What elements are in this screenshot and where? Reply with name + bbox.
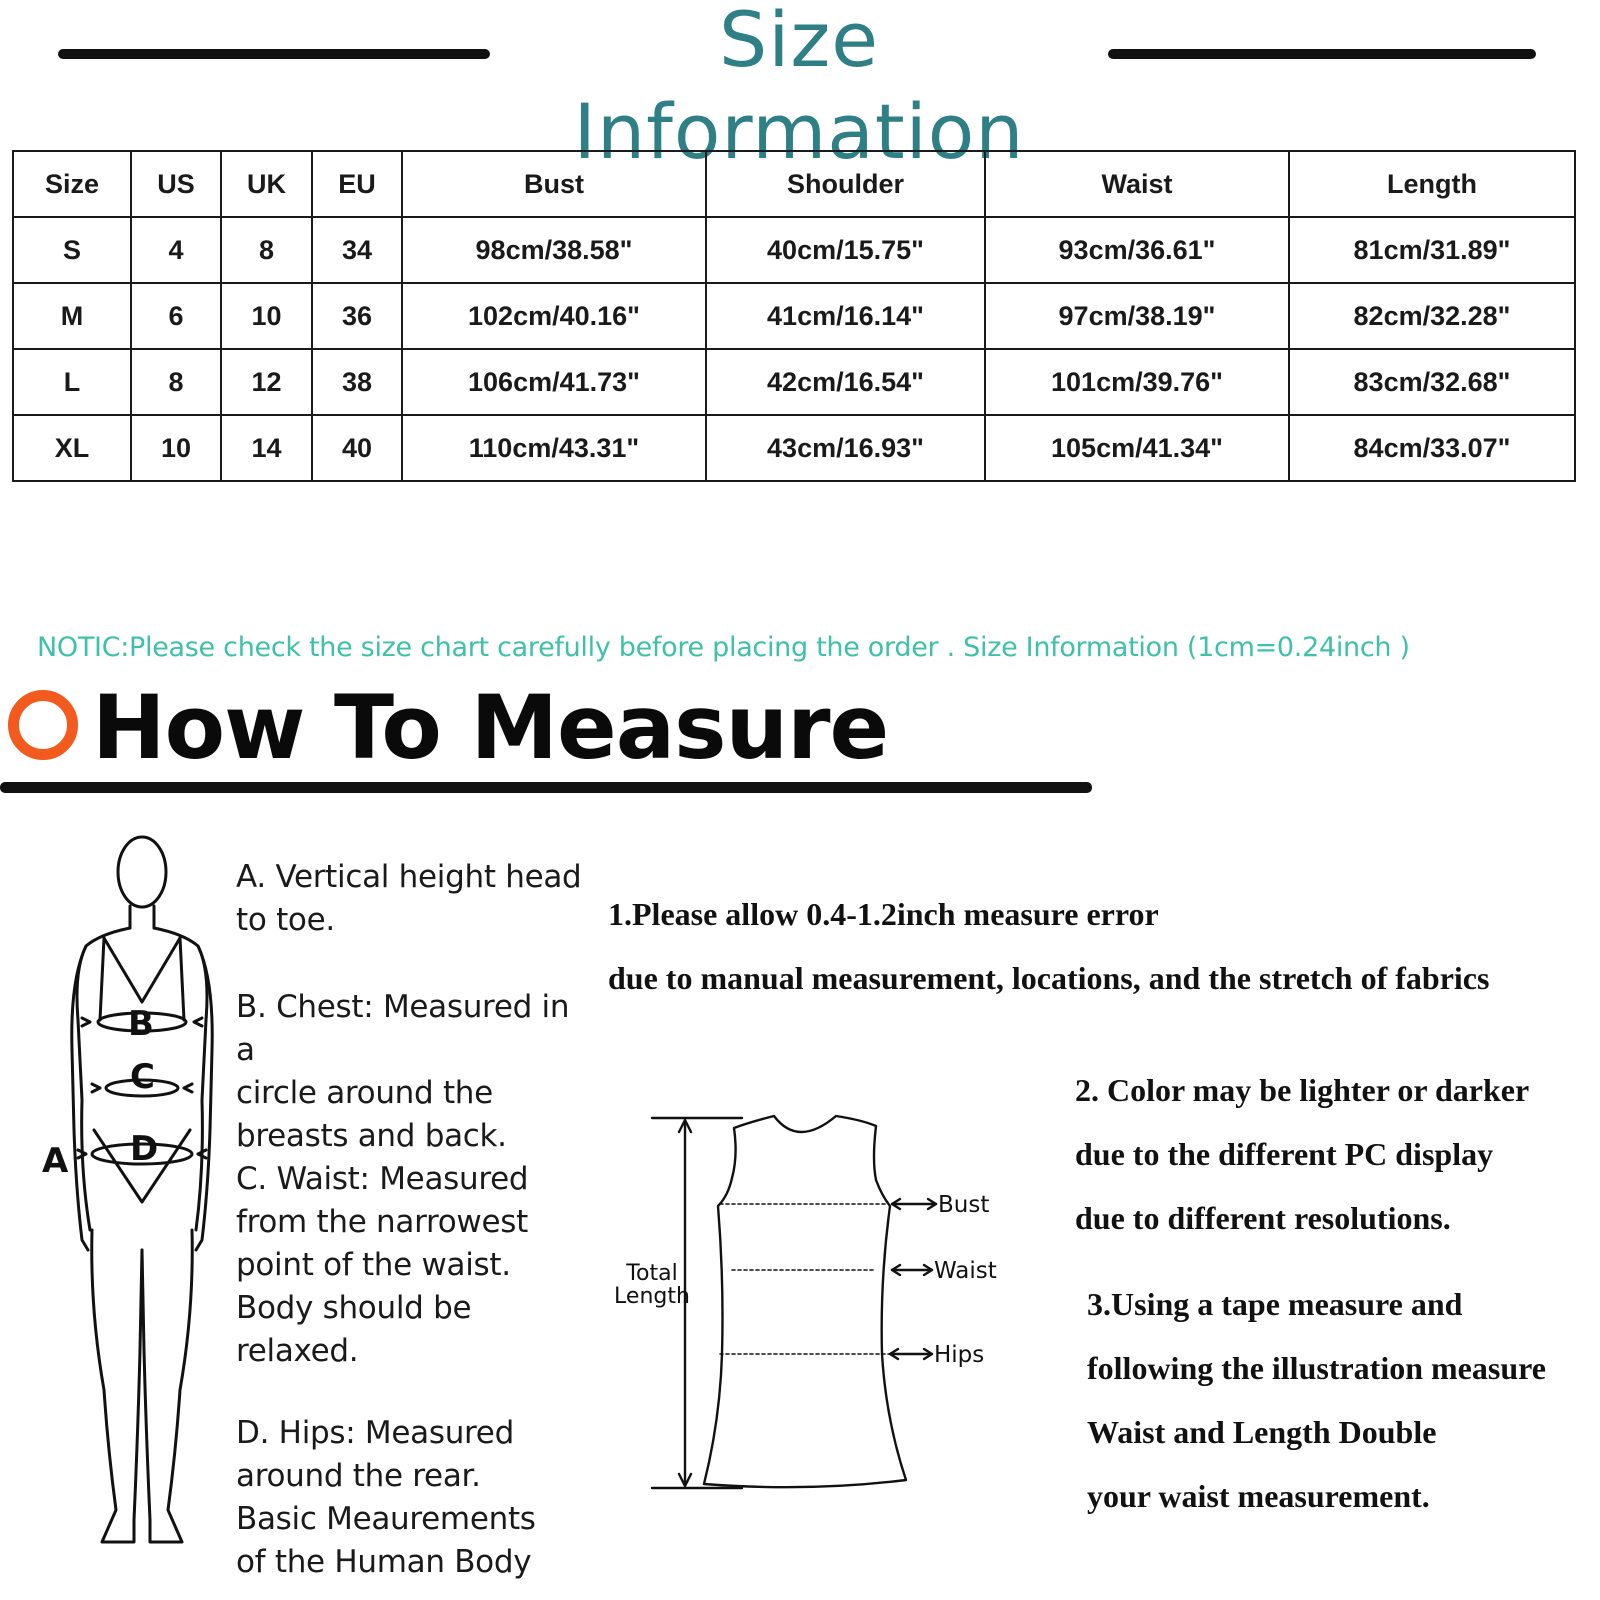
table-row — [13, 217, 1575, 283]
table-cell: 40cm/15.75" — [706, 217, 985, 283]
table-cell: 106cm/41.73" — [402, 349, 706, 415]
note-measure-error: 1.Please allow 0.4-1.2inch measure error due to manual measurement, locations, and the stretch of fabrics — [608, 896, 1490, 996]
table-cell: 14 — [221, 415, 312, 481]
body-figure-illustration — [30, 830, 240, 1590]
table-cell: 82cm/32.28" — [1289, 283, 1575, 349]
table-cell: 102cm/40.16" — [402, 283, 706, 349]
table-cell: 10 — [131, 415, 221, 481]
page-title: Size Information — [573, 0, 1025, 176]
table-cell: 98cm/38.58" — [402, 217, 706, 283]
figure-label-c: C — [130, 1057, 155, 1097]
table-cell: 83cm/32.68" — [1289, 349, 1575, 415]
col-header-eu: EU — [312, 151, 402, 217]
table-cell: 93cm/36.61" — [985, 217, 1289, 283]
table-cell: 6 — [131, 283, 221, 349]
table-cell: L — [13, 349, 131, 415]
table-cell: 81cm/31.89" — [1289, 217, 1575, 283]
table-cell: XL — [13, 415, 131, 481]
header-rule-left — [58, 49, 490, 59]
col-header-bust: Bust — [402, 151, 706, 217]
section-rule — [0, 782, 1092, 793]
instruction-c: C. Waist: Measured from the narrowest point of the waist. Body should be relaxed. — [236, 1161, 529, 1369]
table-cell: 43cm/16.93" — [706, 415, 985, 481]
dress-label-waist: Waist — [934, 1258, 997, 1284]
table-cell: S — [13, 217, 131, 283]
table-cell: 41cm/16.14" — [706, 283, 985, 349]
table-row — [13, 415, 1575, 481]
instruction-d: D. Hips: Measured around the rear. Basic Meaurements of the Human Body — [236, 1415, 536, 1580]
figure-label-d: D — [130, 1129, 159, 1169]
table-cell: 105cm/41.34" — [985, 415, 1289, 481]
col-header-size: Size — [13, 151, 131, 217]
note-color: 2. Color may be lighter or darker due to the different PC display due to different resolutions. — [1075, 1072, 1530, 1236]
dress-label-bust: Bust — [938, 1192, 990, 1218]
col-header-us: US — [131, 151, 221, 217]
instruction-a: A. Vertical height head to toe. — [236, 859, 582, 938]
col-header-waist: Waist — [985, 151, 1289, 217]
note-tape-measure: 3.Using a tape measure and following the illustration measure Waist and Length Double your waist measurement. — [1087, 1286, 1546, 1514]
table-cell: 101cm/39.76" — [985, 349, 1289, 415]
table-cell: 40 — [312, 415, 402, 481]
dress-label-total-length: Total Length — [614, 1261, 690, 1309]
instruction-b: B. Chest: Measured in a circle around the breasts and back. — [236, 989, 570, 1154]
dress-diagram — [610, 1100, 1030, 1520]
col-header-uk: UK — [221, 151, 312, 217]
table-cell: 97cm/38.19" — [985, 283, 1289, 349]
dress-label-hips: Hips — [934, 1342, 985, 1368]
table-cell: 10 — [221, 283, 312, 349]
figure-label-b: B — [128, 1004, 154, 1044]
table-cell: 12 — [221, 349, 312, 415]
table-header-row — [13, 151, 1575, 217]
table-cell: 84cm/33.07" — [1289, 415, 1575, 481]
size-notice: NOTIC:Please check the size chart carefully before placing the order . Size Information (1cm=0.24inch ) — [37, 632, 1410, 663]
table-cell: 8 — [131, 349, 221, 415]
col-header-shoulder: Shoulder — [706, 151, 985, 217]
table-cell: 42cm/16.54" — [706, 349, 985, 415]
table-cell: 36 — [312, 283, 402, 349]
table-cell: 110cm/43.31" — [402, 415, 706, 481]
orange-ring-icon — [8, 690, 78, 760]
how-to-measure-title: How To Measure — [92, 676, 889, 779]
table-cell: 34 — [312, 217, 402, 283]
table-row — [13, 283, 1575, 349]
size-table — [12, 150, 1576, 482]
table-cell: 38 — [312, 349, 402, 415]
table-cell: 4 — [131, 217, 221, 283]
figure-label-a: A — [42, 1141, 69, 1181]
header-rule-right — [1108, 49, 1536, 59]
table-row — [13, 349, 1575, 415]
table-cell: 8 — [221, 217, 312, 283]
col-header-length: Length — [1289, 151, 1575, 217]
table-cell: M — [13, 283, 131, 349]
